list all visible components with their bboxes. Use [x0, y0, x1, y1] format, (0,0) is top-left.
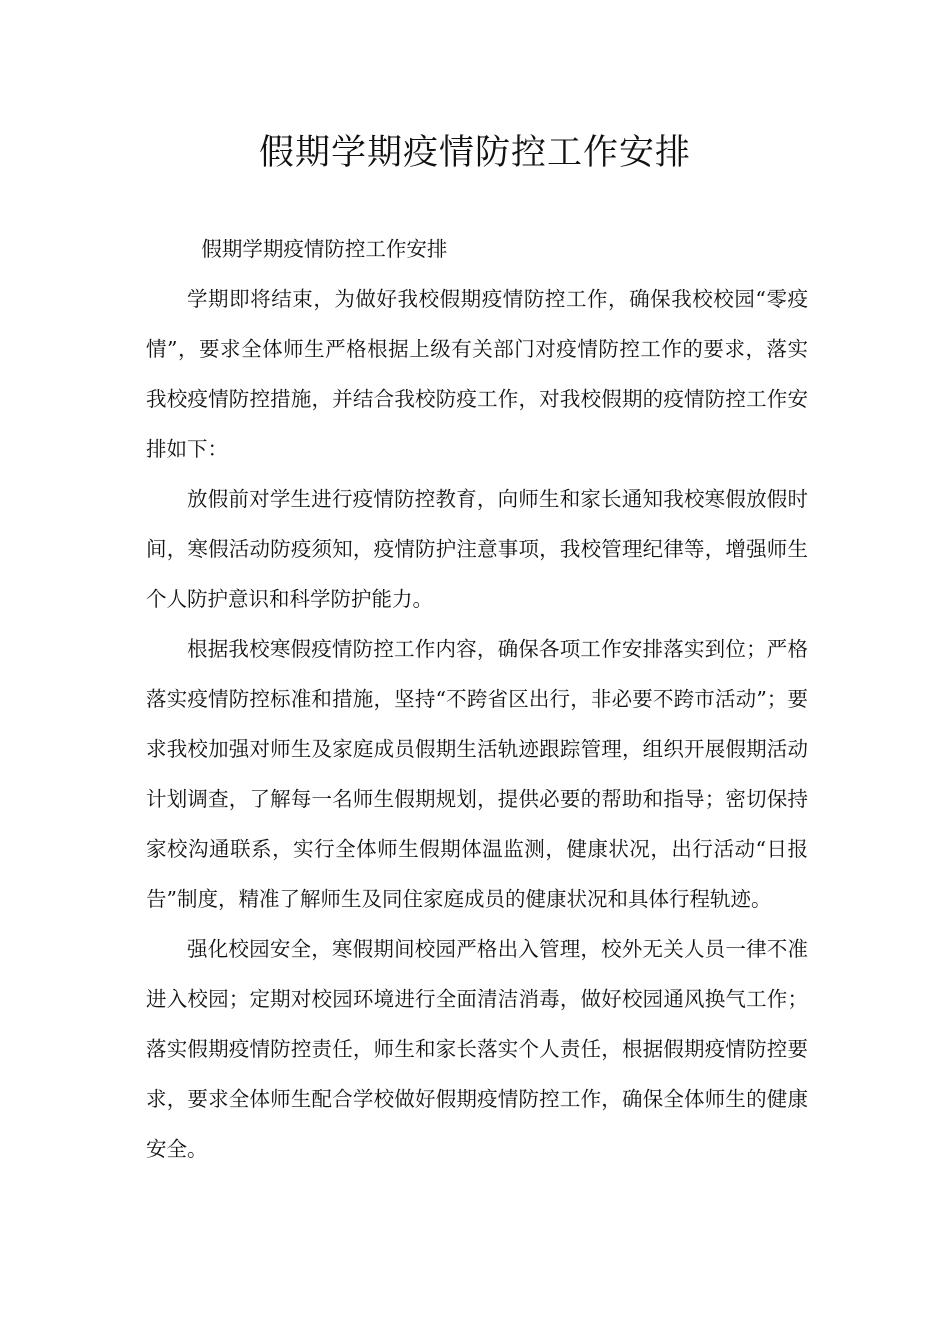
campus-safety-paragraph: 强化校园安全，寒假期间校园严格出入管理，校外无关人员一律不准进入校园；定期对校园环境进行全面清洁消毒，做好校园通风换气工作；落实假期疫情防控责任，师生和家长落实个人责任，根据假期疫情防控要求，要求全体师生配合学校做好假期疫情防控工作，确保全体师生的健康安全。 [146, 937, 808, 1161]
measures-paragraph: 根据我校寒假疫情防控工作内容，确保各项工作安排落实到位；严格落实疫情防控标准和措施，坚持“不跨省区出行，非必要不跨市活动”；要求我校加强对师生及家庭成员假期生活轨迹跟踪管理，组织开展假期活动计划调查，了解每一名师生假期规划，提供必要的帮助和指导；密切保持家校沟通联系，实行全体师生假期体温监测，健康状况，出行活动“日报告”制度，精准了解师生及同住家庭成员的健康状况和具体行程轨迹。 [146, 637, 808, 911]
document-body [146, 224, 808, 1174]
intro-paragraph: 学期即将结束，为做好我校假期疫情防控工作，确保我校校园“零疫情”，要求全体师生严格根据上级有关部门对疫情防控工作的要求，落实我校疫情防控措施，并结合我校防疫工作，对我校假期的疫情防控工作安排如下： [146, 287, 808, 461]
education-paragraph: 放假前对学生进行疫情防控教育，向师生和家长通知我校寒假放假时间，寒假活动防疫须知，疫情防护注意事项，我校管理纪律等，增强师生个人防护意识和科学防护能力。 [146, 487, 808, 611]
subtitle-paragraph: 假期学期疫情防控工作安排 [201, 237, 448, 261]
page-title: 假期学期疫情防控工作安排 [258, 133, 691, 173]
